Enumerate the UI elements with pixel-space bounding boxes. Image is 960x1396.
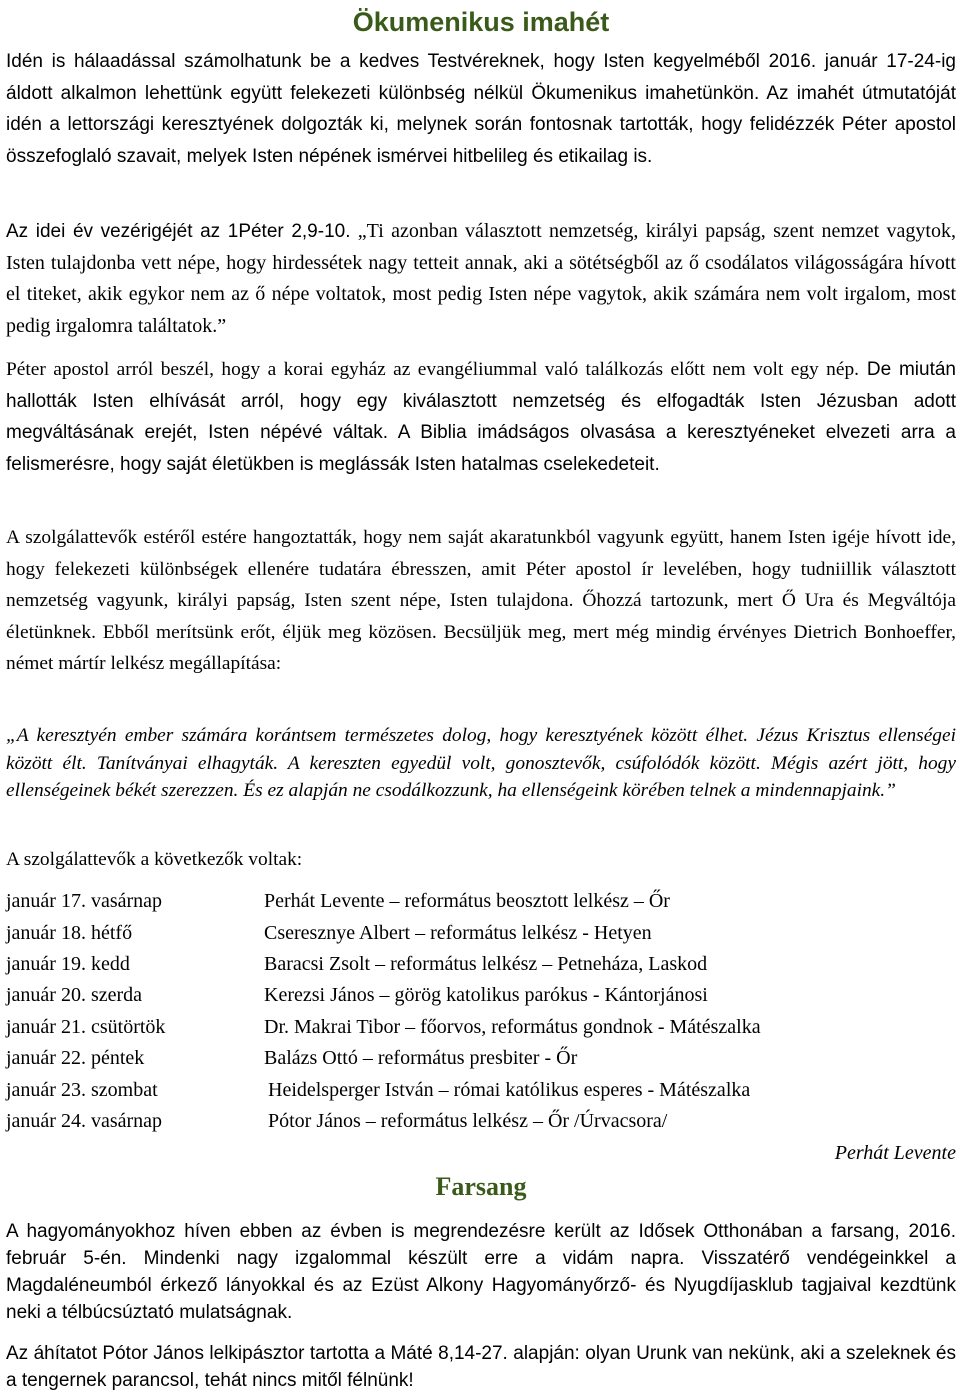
article-title-farsang: Farsang xyxy=(435,1172,527,1201)
schedule-day: január 17. vasárnap xyxy=(6,890,163,912)
schedule-day: január 18. hétfő xyxy=(6,922,133,944)
schedule-name: Heidelsperger István – római katólikus esperes - Mátészalka xyxy=(268,1079,751,1101)
article2-paragraph-2: Az áhítatot Pótor János lelkipásztor tartotta a Máté 8,14-27. alapján: olyan Urunk van nekünk, aki a szeleknek és a tengernek parancsol, tehát nincs mitől félnünk! xyxy=(6,1343,956,1391)
schedule-row xyxy=(6,1106,956,1137)
vezerige-lead: Az idei év vezérigéjét az 1Péter 2,9-10. xyxy=(6,221,351,242)
article1-signature: Perhát Levente xyxy=(834,1142,956,1164)
vezerige-quote: „Ti azonban választott nemzetség, királyi papság, szent nemzet vagytok, Isten tulajdonba vett népe, hogy hirdessétek nagy tetteit annak, aki a sötétségből az ő csodálatos világosságára hívott el titeket, akik egykor nem az ő népe voltatok, most pedig Isten népe vagytok, akik számára nem volt irgalom, most pedig irgalomra találtatok.” xyxy=(6,220,956,337)
schedule-row xyxy=(6,1075,956,1106)
bonhoeffer-quote: „A keresztyén ember számára korántsem természetes dolog, hogy keresztyének között élhet. Jézus Krisztus ellenségei között élt. Tanítványai elhagyták. A kereszten egyedül volt, gonosztevők, csúfolódók között. Mégis azért jött, hogy ellenségeinek békét szerezzen. És ez alapján ne csodálkozzunk, ha ellenségeink körében telnek a mindennapjaink.” xyxy=(6,725,956,801)
schedule-name: Dr. Makrai Tibor – főorvos, református gondnok - Mátészalka xyxy=(264,1016,761,1038)
schedule-row xyxy=(6,1043,956,1074)
p3-rest: De miután hallották Isten elhívását arról, hogy egy kiválasztott nemzetség és elfogadták Isten Jézusban adott megváltásának erejét, Isten népévé váltak. A Biblia imádságos olvasása a keresztyéneket elvezeti arra a felismerésre, hogy saját életükben is meglássák Isten hatalmas cselekedeteit. xyxy=(6,359,957,475)
article1-paragraph-4: A szolgálattevők estéről estére hangoztatták, hogy nem saját akaratunkból vagyunk együtt, hanem Isten igéje hívott ide, hogy felekezeti különbségek ellenére tudatára ébresszen, amit Péter apostol ír levelében, hogy tudniillik választott nemzetség vagyunk, királyi papság, Isten szent népe, Isten tulajdona. Őhozzá tartozunk, mert Ő Ura és Megváltója életünknek. Ebből merítsünk erőt, éljük meg közösen. Becsüljük meg, mert még mindig érvényes Dietrich Bonhoeffer, német mártír lelkész megállapítása: xyxy=(6,527,956,674)
article1-paragraph-3 xyxy=(6,354,956,480)
schedule-day: január 19. kedd xyxy=(6,953,130,975)
schedule-row xyxy=(6,886,956,917)
schedule-day: január 20. szerda xyxy=(6,984,143,1006)
schedule-name: Kerezsi János – görög katolikus parókus - Kántorjánosi xyxy=(264,984,708,1006)
schedule-name: Perhát Levente – református beosztott lelkész – Őr xyxy=(264,890,670,912)
article2-paragraph-1: A hagyományokhoz híven ebben az évben is megrendezésre került az Idősek Otthonában a farsang, 2016. február 5-én. Mindenki nagy izgalommal készült erre a vidám napra. Visszatérő vendégeinkkel a Magdaléneumból érkező lányokkal és az Ezüst Alkony Hagyományőrző- és Nyugdíjasklub tagjaival kezdtünk neki a télbúcsúztató mulatságnak. xyxy=(6,1221,956,1323)
article1-paragraph-2 xyxy=(6,216,956,342)
schedule-day: január 21. csütörtök xyxy=(6,1016,166,1038)
schedule-name: Pótor János – református lelkész – Őr /Úrvacsora/ xyxy=(268,1110,668,1132)
schedule-row xyxy=(6,918,956,949)
schedule-day: január 24. vasárnap xyxy=(6,1110,163,1132)
schedule-name: Baracsi Zsolt – református lelkész – Petneháza, Laskod xyxy=(264,953,708,975)
schedule-row xyxy=(6,980,956,1011)
schedule-row xyxy=(6,1012,956,1043)
article-title-okumenikus: Ökumenikus imahét xyxy=(352,7,610,37)
schedule-day: január 22. péntek xyxy=(6,1047,145,1069)
schedule-intro: A szolgálattevők a következők voltak: xyxy=(6,849,303,870)
schedule-name: Balázs Ottó – református presbiter - Őr xyxy=(264,1047,578,1069)
p3-first-sentence: Péter apostol arról beszél, hogy a korai egyház az evangéliummal való találkozás előtt nem volt egy nép. xyxy=(6,359,859,380)
schedule-name: Cseresznye Albert – református lelkész - Hetyen xyxy=(264,922,652,944)
schedule-row xyxy=(6,949,956,980)
article1-paragraph-1: Idén is hálaadással számolhatunk be a kedves Testvéreknek, hogy Isten kegyelméből 2016. január 17-24-ig áldott alkalmon lehettünk együtt felekezeti különbség nélkül Ökumenikus imahetünkön. Az imahét útmutatóját idén a lettországi keresztyének dolgozták ki, melynek során fontosnak tartották, hogy felidézzék Péter apostol összefoglaló szavait, melyek Isten népének ismérvei hitbelileg és etikailag is. xyxy=(6,51,956,167)
schedule-day: január 23. szombat xyxy=(6,1079,158,1101)
